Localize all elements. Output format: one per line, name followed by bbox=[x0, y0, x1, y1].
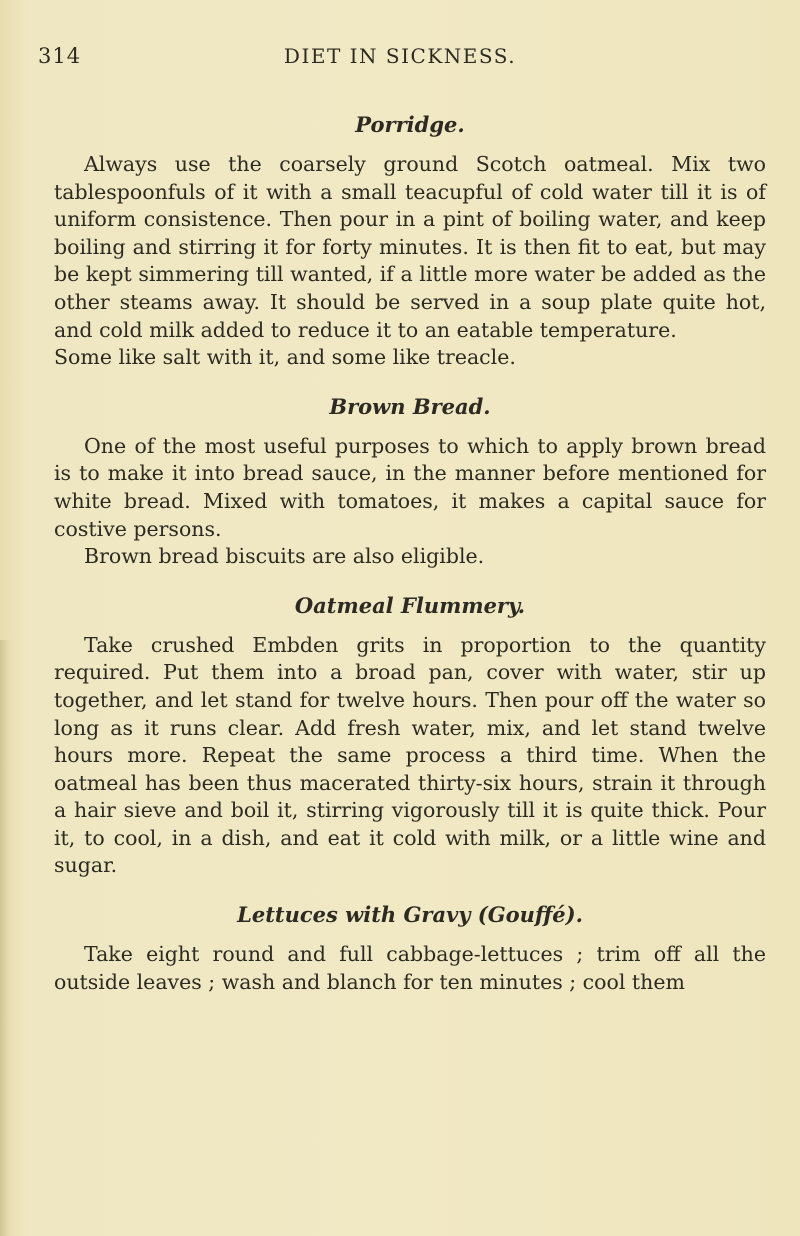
paragraph: Brown bread biscuits are also eligible. bbox=[84, 544, 485, 569]
section-brown-bread bbox=[54, 394, 766, 571]
page-spine-shadow bbox=[0, 640, 10, 1236]
paragraph: Always use the coarsely ground Scotch oatmeal. Mix two tablespoonfuls of it with a small teacupful of cold water till it is of uniform consistence. Then pour in a pint of boiling water, and keep boiling and stirring it for forty minutes. It is then fit to eat, but may be kept simmering till wanted, if a little more water be added as the other steams away. It should be served in a soup plate quite hot, and cold milk added to reduce it to an eatable temperature. bbox=[54, 152, 766, 342]
paragraph: Take eight round and full cabbage-lettuces ; trim off all the outside leaves ; wash and blanch for ten minutes ; cool them bbox=[54, 942, 766, 994]
paragraph: Some like salt with it, and some like treacle. bbox=[54, 345, 516, 370]
running-head: DIET IN SICKNESS. bbox=[283, 44, 517, 68]
paragraph: Take crushed Embden grits in proportion to the quantity required. Put them into a broad pan, cover with water, stir up together, and let stand for twelve hours. Then pour off the water so long as it runs clear. Add fresh water, mix, and let stand twelve hours more. Repeat the same process a third time. When the oatmeal has been thus macerated thirty-six hours, strain it through a hair sieve and boil it, stirring vigorously till it is quite thick. Pour it, to cool, in a dish, and eat it cold with milk, or a little wine and sugar. bbox=[54, 632, 766, 878]
section-oatmeal-flummery bbox=[54, 593, 766, 880]
section-title: Lettuces with Gravy (Gouffé). bbox=[237, 902, 583, 928]
page-body bbox=[54, 112, 766, 996]
section-porridge bbox=[54, 112, 766, 372]
section-title: Porridge. bbox=[355, 112, 465, 137]
paragraph: One of the most useful purposes to which to apply brown bread is to make it into bread sauce, in the manner before mentioned for white bread. Mixed with tomatoes, it makes a capital sauce for costive persons. bbox=[54, 433, 766, 541]
section-lettuces-with-gravy bbox=[54, 902, 766, 996]
page-header bbox=[38, 44, 762, 74]
page-number: 314 bbox=[38, 44, 82, 68]
section-title: Oatmeal Flummery. bbox=[294, 592, 526, 618]
section-title: Brown Bread. bbox=[329, 393, 491, 419]
